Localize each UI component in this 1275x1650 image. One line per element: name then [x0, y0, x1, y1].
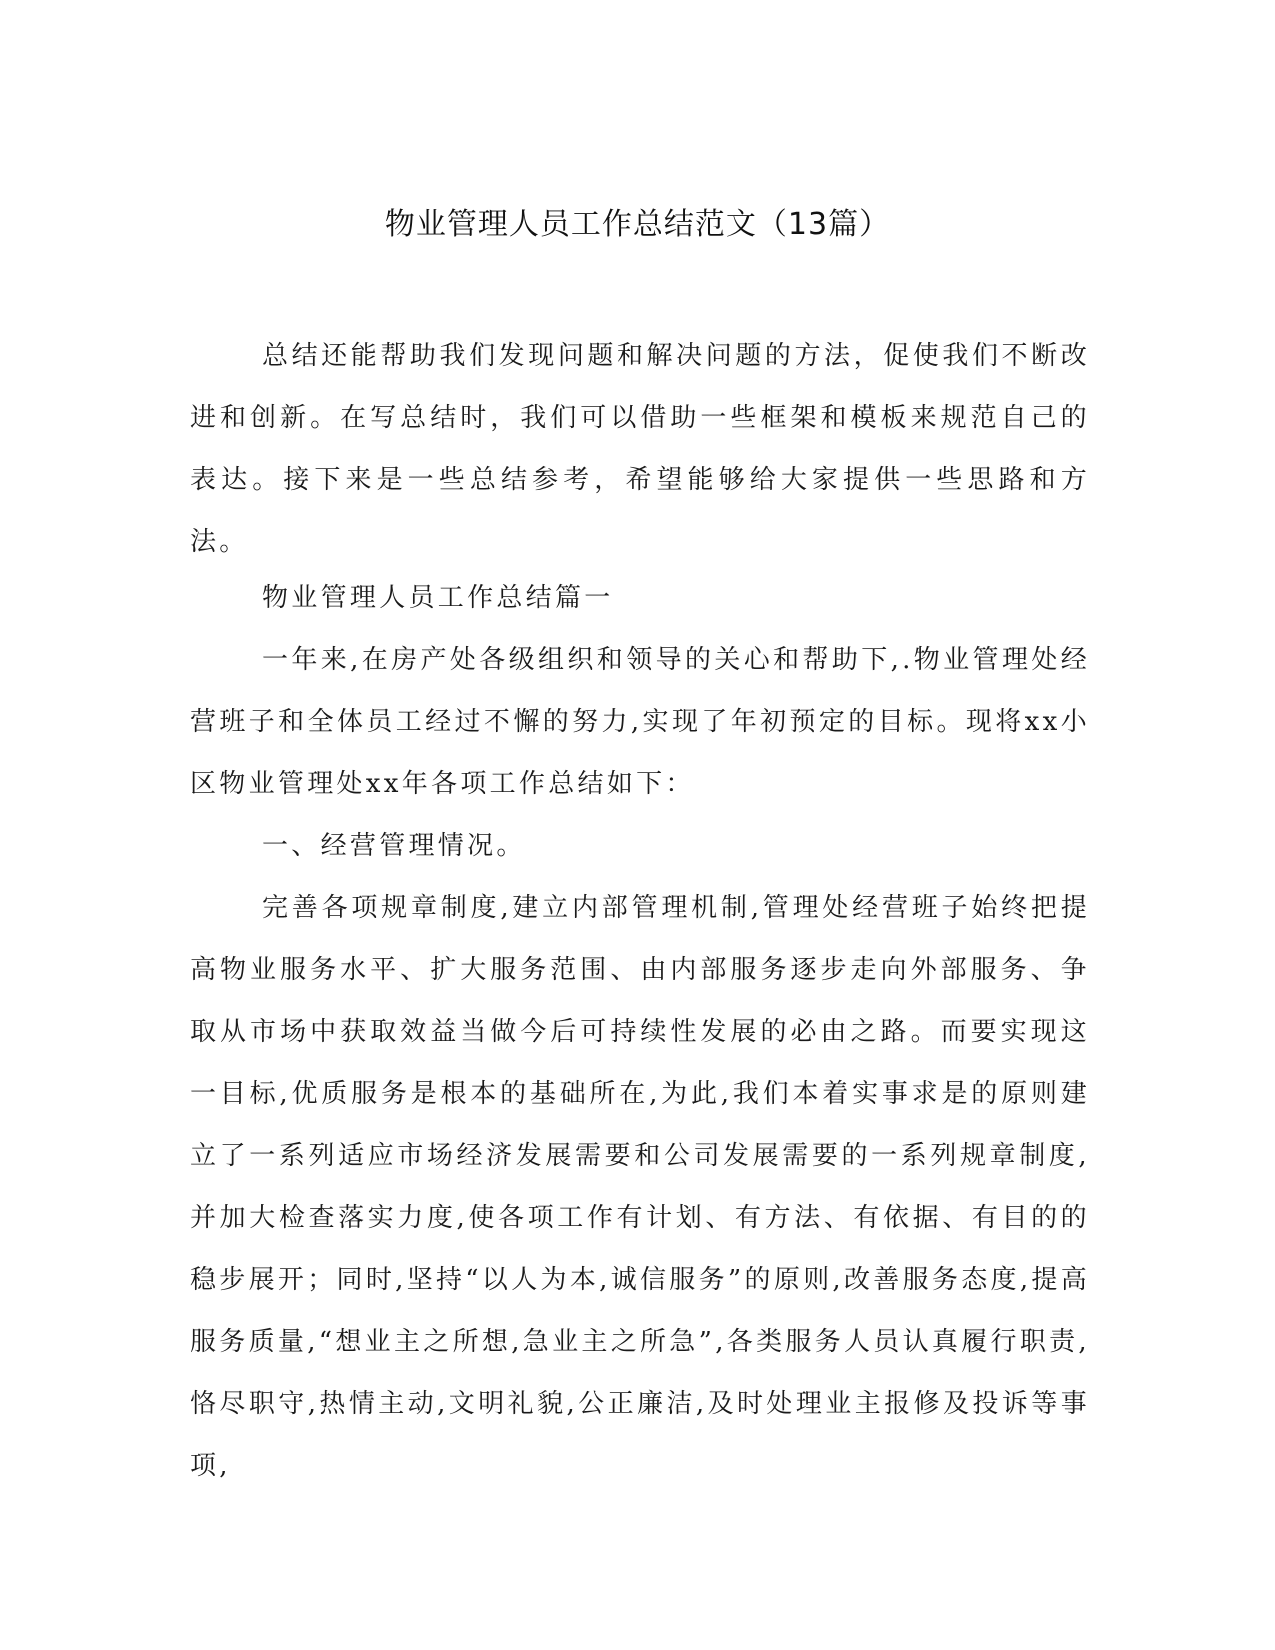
intro-paragraph: 总结还能帮助我们发现问题和解决问题的方法，促使我们不断改进和创新。在写总结时，我们可以借助一些框架和模板来规范自己的表达。接下来是一些总结参考，希望能够给大家提供一些思路和方法。	[190, 341, 1090, 557]
heading-1: 一、经营管理情况。	[262, 831, 526, 861]
paragraph-1: 一年来,在房产处各级组织和领导的关心和帮助下,.物业管理处经营班子和全体员工经过不懈的努力,实现了年初预定的目标。现将xx小区物业管理处xx年各项工作总结如下：	[190, 645, 1090, 799]
document-title: 物业管理人员工作总结范文（13篇）	[384, 207, 891, 242]
intro-block	[190, 325, 1090, 573]
section-title: 物业管理人员工作总结篇一	[262, 583, 614, 613]
main-content	[190, 567, 1090, 1497]
paragraph-2: 完善各项规章制度,建立内部管理机制,管理处经营班子始终把提高物业服务水平、扩大服务范围、由内部服务逐步走向外部服务、争取从市场中获取效益当做今后可持续性发展的必由之路。而要实现这一目标,优质服务是根本的基础所在,为此,我们本着实事求是的原则建立了一系列适应市场经济发展需要和公司发展需要的一系列规章制度,并加大检查落实力度,使各项工作有计划、有方法、有依据、有目的的稳步展开；同时,坚持“以人为本,诚信服务”的原则,改善服务态度,提高服务质量,“想业主之所想,急业主之所急”,各类服务人员认真履行职责,恪尽职守,热情主动,文明礼貌,公正廉洁,及时处理业主报修及投诉等事项,	[190, 893, 1090, 1481]
